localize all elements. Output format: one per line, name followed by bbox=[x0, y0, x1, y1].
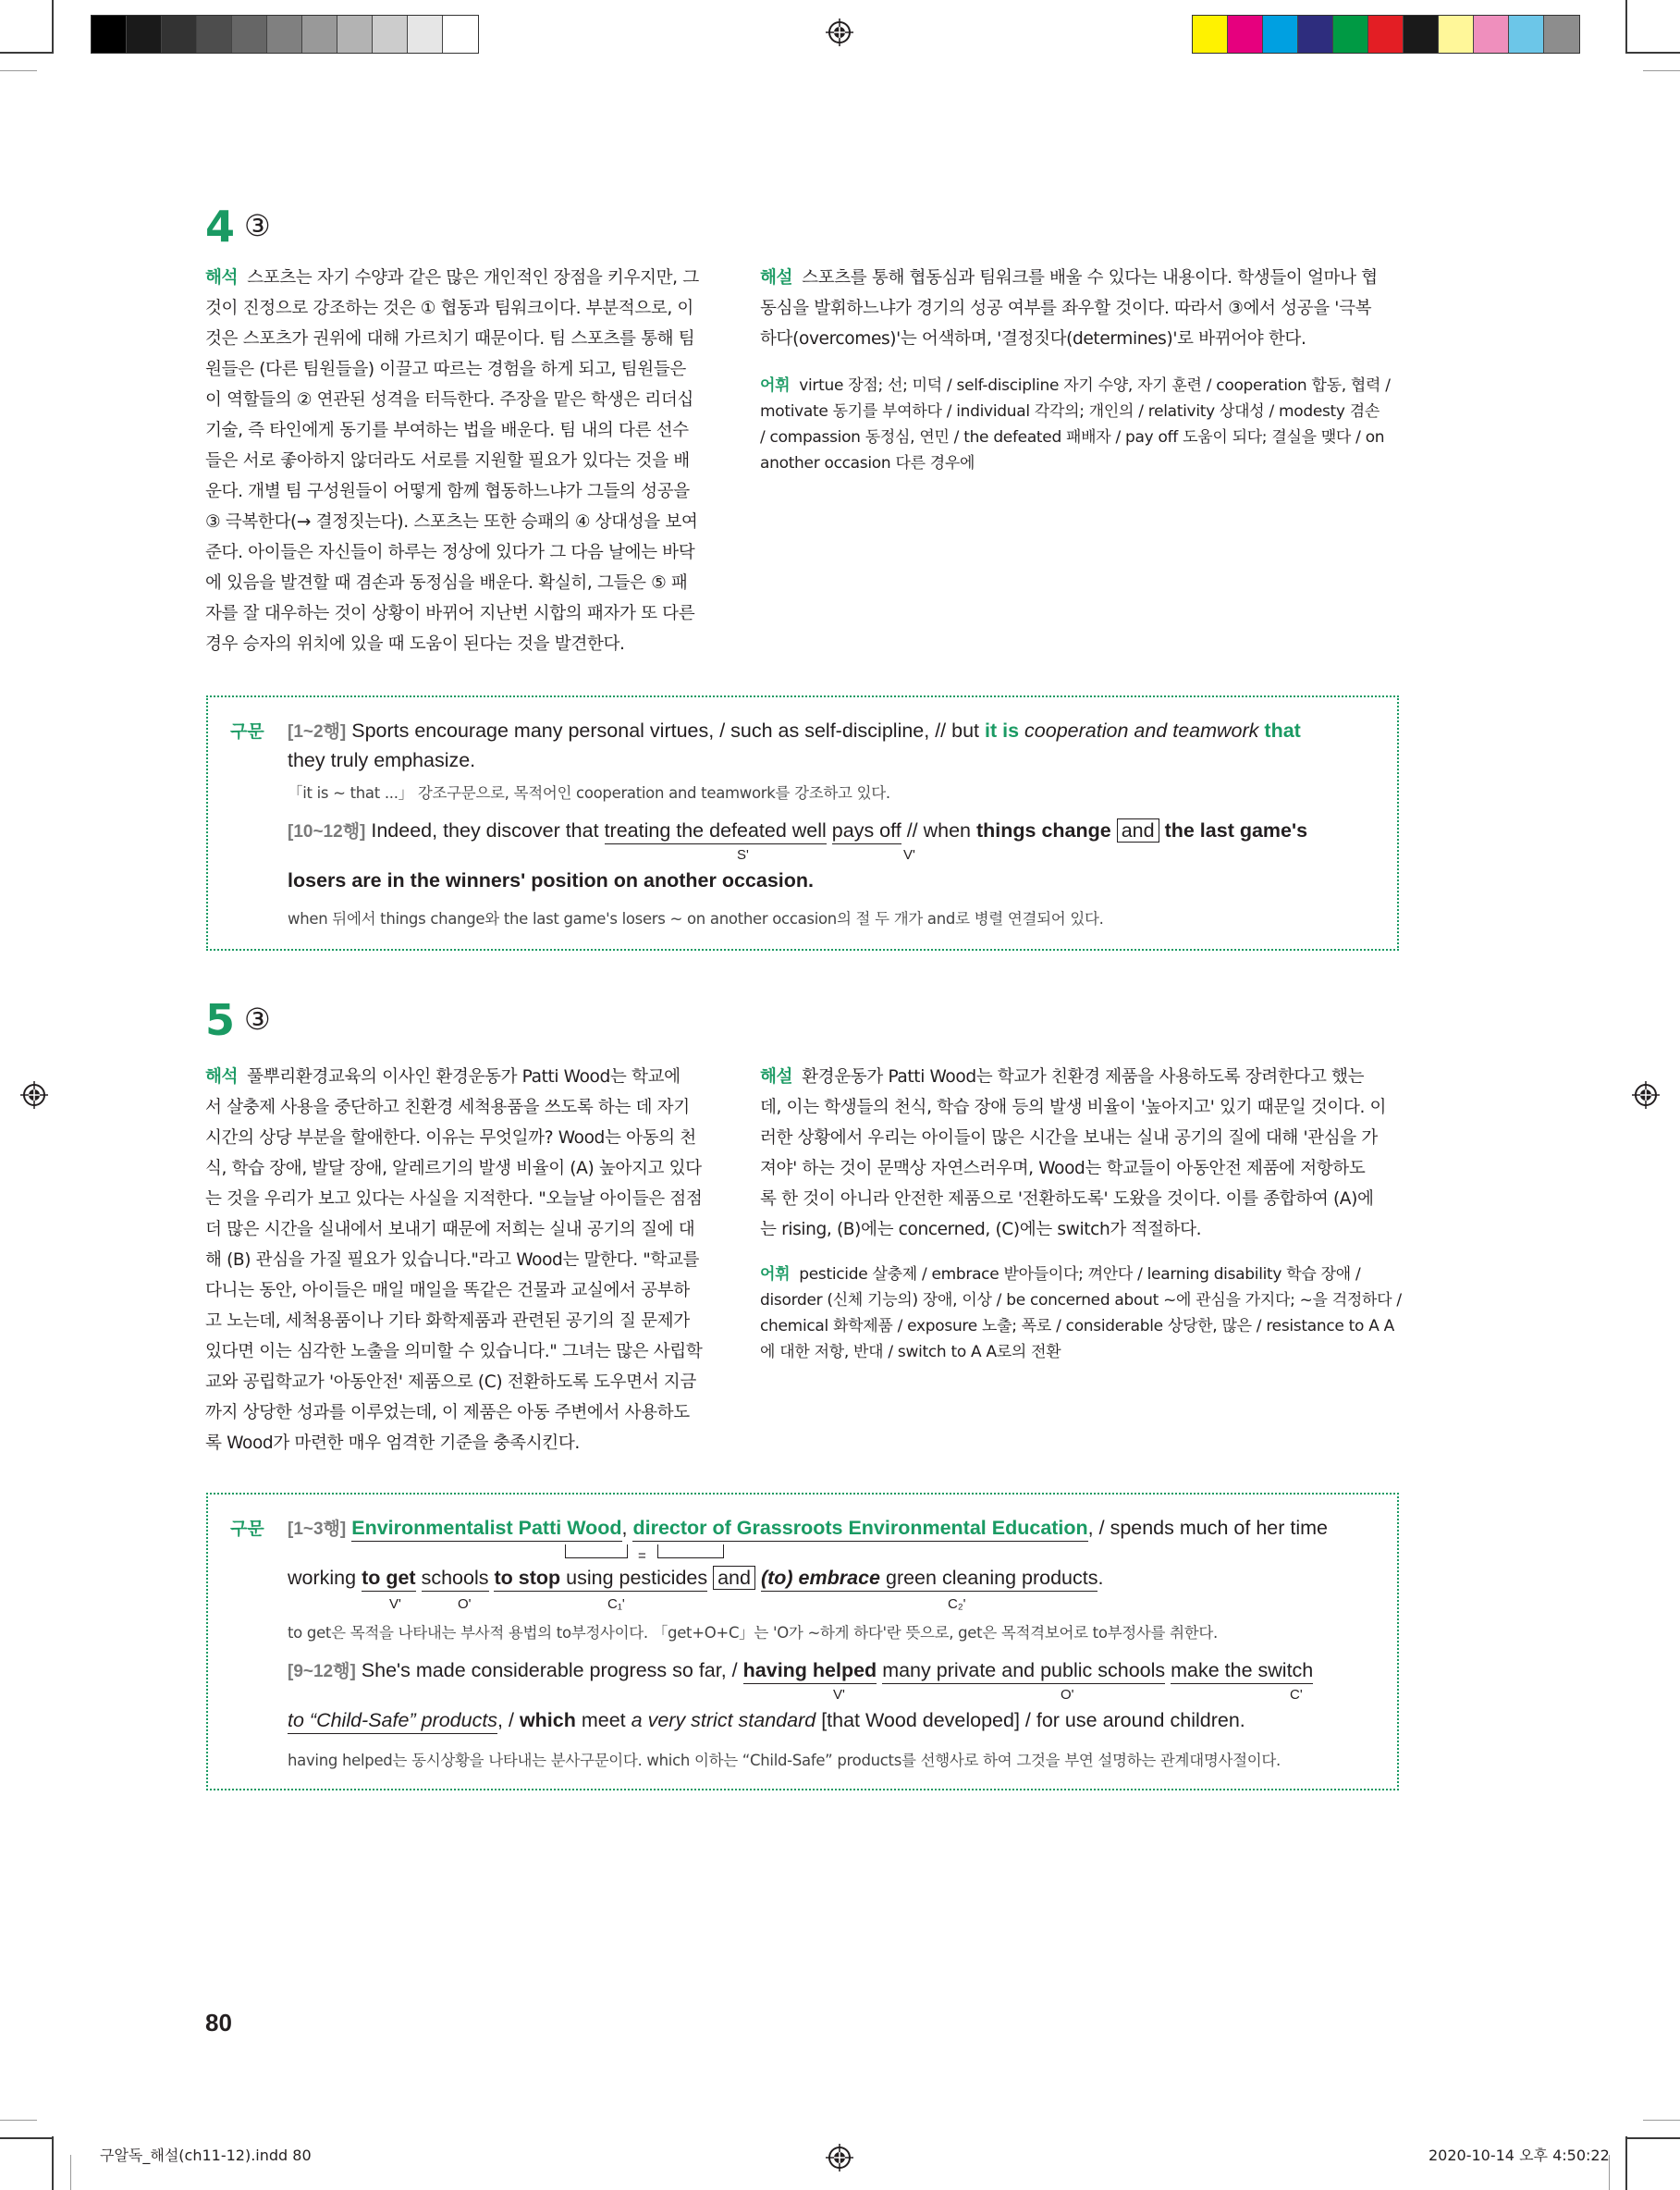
explanation-line: 는 rising, (B)에는 concerned, (C)에는 switch가 적절하다. bbox=[760, 1220, 1202, 1239]
page-number: 80 bbox=[205, 2009, 232, 2036]
appositive-bracket bbox=[565, 1544, 628, 1558]
translation-line: 해석 풀뿌리환경교육의 이사인 환경운동가 Patti Wood는 학교에 bbox=[205, 1067, 681, 1087]
translation-line: 이 역할들의 ② 연관된 성격을 터득한다. 주장을 맡은 학생은 리더십 bbox=[205, 390, 693, 410]
color-swatch bbox=[1439, 16, 1474, 53]
slug-filename: 구알독_해설(ch11-12).indd 80 bbox=[100, 2147, 312, 2164]
verb-phrase: having helped bbox=[743, 1659, 877, 1684]
translation-line: 까지 상당한 성과를 이루었는데, 이 제품은 아동 주변에서 사용하도 bbox=[205, 1403, 690, 1422]
process-color-bar bbox=[1192, 15, 1580, 54]
syntax-sentence: [1~2행] Sports encourage many personal virtues, / such as self-discipline, // but it is cooperation and teamwork that bbox=[288, 720, 1301, 742]
complement-phrase: (to) embrace green cleaning products bbox=[761, 1567, 1098, 1592]
registration-mark-icon bbox=[826, 2144, 853, 2172]
translation-line: 록 Wood가 마련한 매우 엄격한 기준을 충족시킨다. bbox=[205, 1433, 580, 1453]
grayscale-color-bar bbox=[91, 15, 479, 54]
syntax-sentence: [9~12행] She's made considerable progress so far, / having helped many private and public schools make the switch bbox=[288, 1657, 1313, 1682]
translation-line: 시간의 상당 부분을 할애한다. 이유는 무엇일까? Wood는 아동의 천 bbox=[205, 1128, 696, 1148]
syntax-sentence: [10~12행] Indeed, they discover that treating the defeated well pays off // when things change and the last game's bbox=[288, 818, 1307, 843]
object-phrase: schools bbox=[422, 1567, 489, 1592]
explanation-line: 져야' 하는 것이 문맥상 자연스러우며, Wood는 학교들이 아동안전 제품에 저항하도 bbox=[760, 1159, 1366, 1178]
syntax-label: 구문 bbox=[230, 1519, 264, 1539]
question-number: 5 bbox=[205, 995, 236, 1045]
conjunction-box: and bbox=[713, 1566, 755, 1590]
complement-tag: C' bbox=[1290, 1687, 1303, 1703]
translation-line: 더 많은 시간을 실내에서 보내기 때문에 저희는 실내 공기의 질에 대 bbox=[205, 1220, 695, 1239]
explanation-section bbox=[760, 1062, 1407, 1245]
syntax-note: 「it is ~ that ...」 강조구문으로, 목적어인 cooperation and teamwork를 강조하고 있다. bbox=[288, 784, 890, 802]
verb-tag: V' bbox=[833, 1687, 845, 1703]
color-swatch bbox=[1298, 16, 1333, 53]
color-swatch bbox=[1509, 16, 1544, 53]
color-swatch bbox=[373, 16, 408, 53]
color-swatch bbox=[443, 16, 478, 53]
color-swatch bbox=[1474, 16, 1509, 53]
object-phrase: many private and public schools bbox=[882, 1659, 1165, 1684]
verb-phrase: to get bbox=[362, 1567, 416, 1592]
color-swatch bbox=[1263, 16, 1298, 53]
translation-line: ③ 극복한다(→ 결정짓는다). 스포츠는 또한 승패의 ④ 상대성을 보여 bbox=[205, 512, 698, 532]
explanation-line: 해설 환경운동가 Patti Wood는 학교가 친환경 제품을 사용하도록 장려한다고 했는 bbox=[760, 1067, 1365, 1087]
translation-line: 고 노는데, 세척용품이나 기타 화학제품과 관련된 공기의 질 문제가 bbox=[205, 1311, 690, 1331]
translation-line: 교와 공립학교가 '아동안전' 제품으로 (C) 전환하도록 도우면서 지금 bbox=[205, 1372, 696, 1392]
color-swatch bbox=[408, 16, 443, 53]
syntax-sentence-cont: they truly emphasize. bbox=[288, 749, 476, 771]
vocabulary-line: 어휘 virtue 장점; 선; 미덕 / self-discipline 자기 수양, 자기 훈련 / cooperation 합동, 협력 / bbox=[760, 376, 1391, 395]
vocabulary-section bbox=[760, 1261, 1407, 1365]
color-swatch bbox=[92, 16, 127, 53]
vocabulary-line: disorder (신체 기능의) 장애, 이상 / be concerned about ~에 관심을 가지다; ~을 걱정하다 / bbox=[760, 1291, 1402, 1310]
complement-tag: C₁' bbox=[607, 1596, 625, 1612]
answer-mark: ③ bbox=[244, 1002, 271, 1037]
color-swatch bbox=[302, 16, 337, 53]
translation-line: 들은 서로 좋아하지 않더라도 서로를 지원할 필요가 있다는 것을 배 bbox=[205, 451, 690, 471]
vocabulary-line: 에 대한 저항, 반대 / switch to A A로의 전환 bbox=[760, 1343, 1061, 1361]
registration-mark-icon bbox=[20, 1081, 48, 1109]
verb-tag: V' bbox=[389, 1596, 401, 1612]
complement-tag: C₂' bbox=[948, 1596, 966, 1612]
answer-mark: ③ bbox=[244, 208, 271, 243]
slug-timestamp: 2020-10-14 오후 4:50:22 bbox=[1429, 2147, 1610, 2164]
vocabulary-line: 어휘 pesticide 살충제 / embrace 받아들이다; 껴안다 / learning disability 학습 장애 / bbox=[760, 1265, 1361, 1284]
translation-line: 는 것을 우리가 보고 있다는 사실을 지적한다. "오늘날 아이들은 점점 bbox=[205, 1189, 703, 1209]
syntax-sentence-cont: working to get schools to stop using pesticides and (to) embrace green cleaning products. bbox=[288, 1567, 1103, 1590]
translation-line: 기술, 즉 타인에게 동기를 부여하는 법을 배운다. 팀 내의 다른 선수 bbox=[205, 421, 689, 440]
color-swatch bbox=[1404, 16, 1439, 53]
complement-phrase: to “Child-Safe” products bbox=[288, 1709, 497, 1734]
explanation-label: 해설 bbox=[760, 268, 793, 288]
translation-line: 준다. 아이들은 자신들이 하루는 정상에 있다가 그 다음 날에는 바닥 bbox=[205, 543, 695, 562]
explanation-line: 해설 스포츠를 통해 협동심과 팀워크를 배울 수 있다는 내용이다. 학생들이 얼마나 협 bbox=[760, 268, 1378, 288]
line-reference: [9~12행] bbox=[288, 1662, 356, 1681]
syntax-sentence-cont: to “Child-Safe” products, / which meet a very strict standard [that Wood developed] / for use around children. bbox=[288, 1709, 1245, 1732]
explanation-label: 해설 bbox=[760, 1067, 793, 1087]
appositive-bracket bbox=[657, 1544, 724, 1558]
color-swatch bbox=[197, 16, 232, 53]
translation-line: 해 (B) 관심을 가질 필요가 있습니다."라고 Wood는 말한다. "학교를 bbox=[205, 1250, 700, 1270]
syntax-sentence: [1~3행] Environmentalist Patti Wood, director of Grassroots Environmental Education, / spends much of her time bbox=[288, 1515, 1328, 1540]
translation-label: 해석 bbox=[205, 1067, 239, 1087]
complement-phrase: to stop using pesticides bbox=[494, 1567, 707, 1592]
translation-line: 것은 스포츠가 권위에 대해 가르치기 때문이다. 팀 스포츠를 통해 팀 bbox=[205, 329, 695, 349]
explanation-section bbox=[760, 263, 1407, 354]
vocabulary-label: 어휘 bbox=[760, 376, 791, 395]
syntax-note: when 뒤에서 things change와 the last game's losers ~ on another occasion의 절 두 개가 and로 병렬 연결되어 있다. bbox=[288, 910, 1104, 928]
vocabulary-label: 어휘 bbox=[760, 1265, 791, 1284]
translation-line: 식, 학습 장애, 발달 장애, 알레르기의 발생 비율이 (A) 높아지고 있다 bbox=[205, 1159, 702, 1178]
color-swatch bbox=[337, 16, 373, 53]
subject-tag: S' bbox=[737, 847, 749, 863]
color-swatch bbox=[1228, 16, 1263, 53]
translation-line: 에 있음을 발견할 때 겸손과 동정심을 배운다. 확실히, 그들은 ⑤ 패 bbox=[205, 573, 688, 593]
color-swatch bbox=[127, 16, 162, 53]
translation-line: 원들은 (다른 팀원들을) 이끌고 따르는 경험을 하게 되고, 팀원들은 bbox=[205, 360, 686, 379]
explanation-line: 데, 이는 학생들의 천식, 학습 장애 등의 발생 비율이 '높아지고' 있기 때문일 것이다. 이 bbox=[760, 1098, 1387, 1117]
color-swatch bbox=[1333, 16, 1368, 53]
color-swatch bbox=[267, 16, 302, 53]
explanation-line: 동심을 발휘하느냐가 경기의 성공 여부를 좌우할 것이다. 따라서 ③에서 성공을 '극복 bbox=[760, 299, 1372, 318]
vocabulary-section bbox=[760, 373, 1407, 476]
object-tag: O' bbox=[1061, 1687, 1074, 1703]
registration-mark-icon bbox=[1632, 1081, 1660, 1109]
conjunction-box: and bbox=[1117, 818, 1159, 843]
equals-mark: = bbox=[638, 1548, 646, 1564]
explanation-line: 록 한 것이 아니라 안전한 제품으로 '전환하도록' 도왔을 것이다. 이를 종합하여 (A)에 bbox=[760, 1189, 1374, 1209]
translation-section bbox=[205, 263, 718, 659]
object-tag: O' bbox=[458, 1596, 472, 1612]
registration-mark-icon bbox=[826, 18, 853, 46]
syntax-box bbox=[206, 695, 1399, 951]
complement-phrase: make the switch bbox=[1171, 1659, 1313, 1684]
line-reference: [10~12행] bbox=[288, 822, 366, 842]
syntax-sentence-cont: losers are in the winners' position on another occasion. bbox=[288, 869, 815, 892]
translation-line: 해석 스포츠는 자기 수양과 같은 많은 개인적인 장점을 키우지만, 그 bbox=[205, 268, 699, 288]
verb-phrase: pays off bbox=[832, 819, 901, 844]
verb-tag: V' bbox=[903, 847, 915, 863]
translation-line: 있다면 이는 심각한 노출을 의미할 수 있습니다." 그녀는 많은 사립학 bbox=[205, 1342, 703, 1361]
vocabulary-line: chemical 화학제품 / exposure 노출; 폭로 / considerable 상당한, 많은 / resistance to A A bbox=[760, 1317, 1394, 1335]
vocabulary-line: / compassion 동정심, 연민 / the defeated 패배자 / pay off 도움이 되다; 결실을 맺다 / on bbox=[760, 428, 1385, 447]
subject-phrase: treating the defeated well bbox=[605, 819, 827, 844]
syntax-note: to get은 목적을 나타내는 부사적 용법의 to부정사이다. 「get+O+C」는 'O가 ~하게 하다'란 뜻으로, get은 목적격보어로 to부정사를 취한다. bbox=[288, 1624, 1219, 1642]
question-number: 4 bbox=[205, 202, 236, 252]
color-swatch bbox=[1193, 16, 1228, 53]
syntax-note: having helped는 동시상황을 나타내는 분사구문이다. which 이하는 “Child-Safe” products를 선행사로 하여 그것을 부연 설명하는 관계대명사절이다. bbox=[288, 1752, 1281, 1769]
translation-line: 경우 승자의 위치에 있을 때 도움이 된다는 것을 발견한다. bbox=[205, 634, 625, 654]
translation-line: 것이 진정으로 강조하는 것은 ① 협동과 팀워크이다. 부분적으로, 이 bbox=[205, 299, 693, 318]
color-swatch bbox=[1544, 16, 1579, 53]
translation-line: 서 살충제 사용을 중단하고 친환경 세척용품을 쓰도록 하는 데 자기 bbox=[205, 1098, 690, 1117]
appositive-phrase: director of Grassroots Environmental Education bbox=[632, 1517, 1087, 1542]
syntax-box bbox=[206, 1493, 1399, 1790]
vocabulary-line: another occasion 다른 경우에 bbox=[760, 454, 975, 473]
explanation-line: 러한 상황에서 우리는 아이들이 많은 시간을 보내는 실내 공기의 질에 대해 '관심을 가 bbox=[760, 1128, 1378, 1148]
color-swatch bbox=[162, 16, 197, 53]
translation-label: 해석 bbox=[205, 268, 239, 288]
translation-line: 자를 잘 대우하는 것이 상황이 바뀌어 지난번 시합의 패자가 또 다른 bbox=[205, 604, 695, 623]
line-reference: [1~3행] bbox=[288, 1519, 347, 1539]
translation-section bbox=[205, 1062, 718, 1458]
translation-line: 운다. 개별 팀 구성원들이 어떻게 함께 협동하느냐가 그들의 성공을 bbox=[205, 482, 690, 501]
subject-phrase: Environmentalist Patti Wood bbox=[351, 1517, 621, 1542]
line-reference: [1~2행] bbox=[288, 722, 347, 742]
color-swatch bbox=[1368, 16, 1404, 53]
explanation-line: 하다(overcomes)'는 어색하며, '결정짓다(determines)'로 바뀌어야 한다. bbox=[760, 329, 1306, 349]
vocabulary-line: motivate 동기를 부여하다 / individual 각각의; 개인의 / relativity 상대성 / modesty 겸손 bbox=[760, 402, 1380, 421]
color-swatch bbox=[232, 16, 267, 53]
translation-line: 다니는 동안, 아이들은 매일 매일을 똑같은 건물과 교실에서 공부하 bbox=[205, 1281, 690, 1300]
syntax-label: 구문 bbox=[230, 721, 264, 742]
